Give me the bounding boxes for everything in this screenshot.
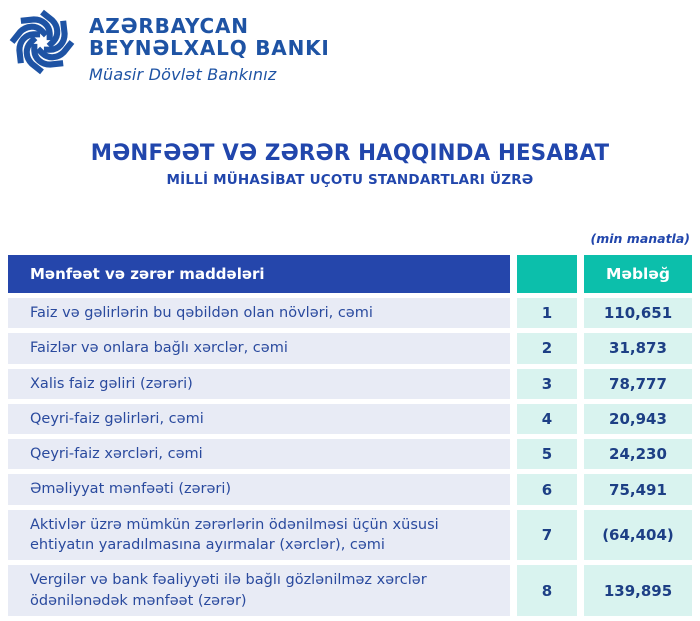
column-header-amount: Məbləğ [584, 255, 692, 293]
report-title: MƏNFƏƏT VƏ ZƏRƏR HAQQINDA HESABAT [90, 141, 610, 166]
row-amount: 31,873 [584, 333, 692, 363]
table-row [8, 474, 692, 504]
table-row [8, 404, 692, 434]
row-item-label: Əməliyyat mənfəəti (zərəri) [8, 474, 510, 504]
bank-name-line1: AZƏRBAYCAN [89, 14, 249, 38]
row-line-number: 8 [517, 565, 577, 616]
table-row [8, 565, 692, 616]
row-line-number: 7 [517, 510, 577, 561]
table-row [8, 333, 692, 363]
bank-name-block [89, 8, 330, 84]
row-amount: 75,491 [584, 474, 692, 504]
row-amount: 78,777 [584, 369, 692, 399]
column-header-line-no [517, 255, 577, 293]
row-item-label: Qeyri-faiz xərcləri, cəmi [8, 439, 510, 469]
bank-tagline: Müasir Dövlət Bankınız [89, 65, 277, 84]
row-line-number: 4 [517, 404, 577, 434]
row-item-label: Faiz və gəlirlərin bu qəbildən olan növləri, cəmi [8, 298, 510, 328]
table-row [8, 510, 692, 561]
table-row [8, 369, 692, 399]
table-body [8, 298, 692, 616]
row-item-label: Aktivlər üzrə mümkün zərərlərin ödənilməsi üçün xüsusi ehtiyatın yaradılmasına ayırmalar (xərclər), cəmi [8, 510, 510, 561]
row-line-number: 3 [517, 369, 577, 399]
profit-loss-table [8, 255, 692, 621]
report-subtitle: MİLLİ MÜHASİBAT UÇOTU STANDARTLARI ÜZRƏ [166, 172, 534, 188]
row-item-label: Faizlər və onlara bağlı xərclər, cəmi [8, 333, 510, 363]
table-row [8, 298, 692, 328]
table-header-row [8, 255, 692, 293]
row-line-number: 1 [517, 298, 577, 328]
bank-knot-star-icon [8, 8, 76, 76]
bank-brand-header [8, 8, 330, 84]
row-amount: 24,230 [584, 439, 692, 469]
row-item-label: Xalis faiz gəliri (zərəri) [8, 369, 510, 399]
bank-name-line2: BEYNƏLXALQ BANKI [89, 36, 330, 60]
report-title-block [0, 141, 700, 188]
unit-note: (min manatla) [590, 231, 690, 246]
row-line-number: 6 [517, 474, 577, 504]
table-row [8, 439, 692, 469]
column-header-items: Mənfəət və zərər maddələri [8, 255, 510, 293]
row-amount: (64,404) [584, 510, 692, 561]
row-amount: 20,943 [584, 404, 692, 434]
row-item-label: Qeyri-faiz gəlirləri, cəmi [8, 404, 510, 434]
row-line-number: 2 [517, 333, 577, 363]
row-item-label: Vergilər və bank fəaliyyəti ilə bağlı gözlənilməz xərclər ödənilənədək mənfəət (zərər) [8, 565, 510, 616]
row-amount: 139,895 [584, 565, 692, 616]
row-line-number: 5 [517, 439, 577, 469]
row-amount: 110,651 [584, 298, 692, 328]
